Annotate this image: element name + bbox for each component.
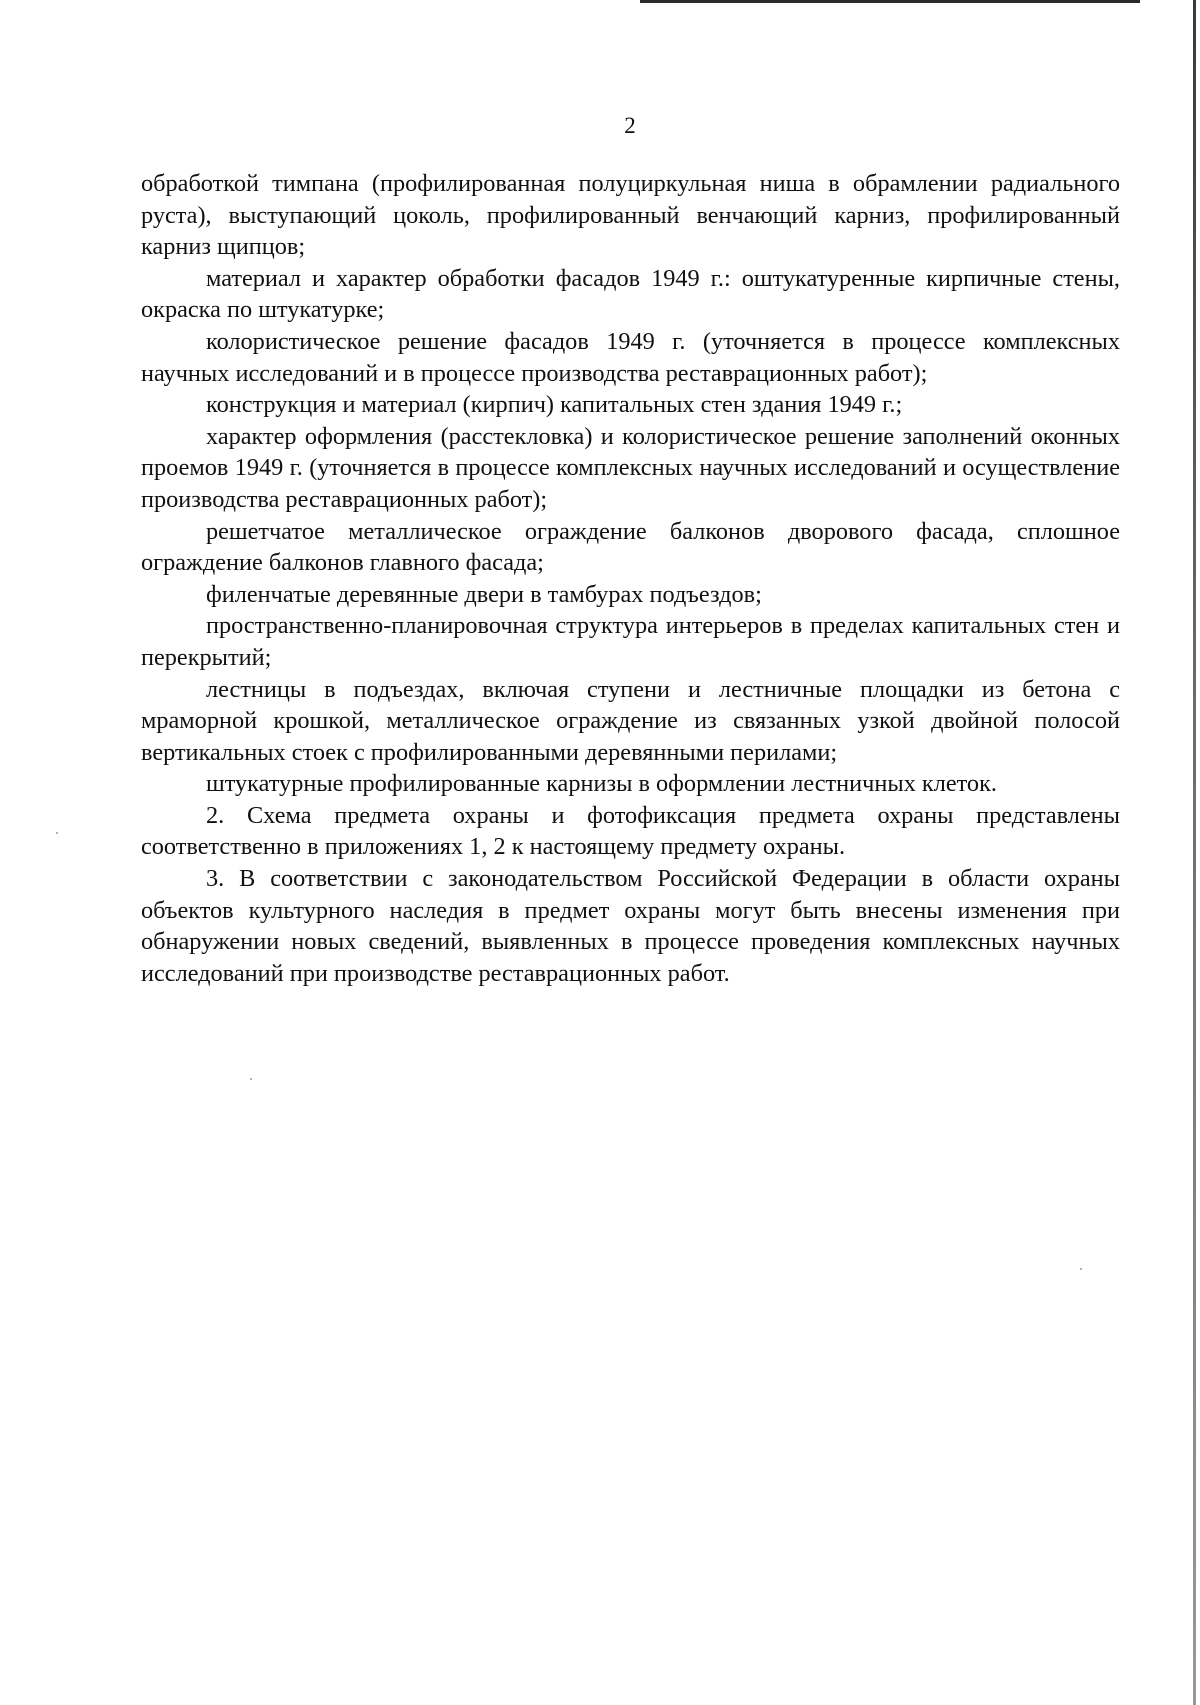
paragraph: решетчатое металлическое ограждение балконов дворового фасада, сплошное ограждение балконов главного фасада; bbox=[141, 517, 1120, 577]
scan-edge-top bbox=[640, 0, 1140, 3]
paragraph-continuation: обработкой тимпана (профилированная полуциркульная ниша в обрамлении радиального руста), выступающий цоколь, профилированный венчающий карниз, профилированный карниз щипцов; bbox=[141, 170, 1120, 261]
document-body bbox=[141, 168, 1120, 989]
scan-speck bbox=[56, 832, 58, 834]
paragraph-item-2: 2. Схема предмета охраны и фотофиксация предмета охраны представлены соответственно в приложениях 1, 2 к настоящему предмету охраны. bbox=[141, 801, 1120, 861]
paragraph: филенчатые деревянные двери в тамбурах подъездов; bbox=[206, 580, 762, 608]
paragraph-item-3: 3. В соответствии с законодательством Российской Федерации в области охраны объектов культурного наследия в предмет охраны могут быть внесены изменения при обнаружении новых сведений, выявленных в процессе проведения комплексных научных исследований при производстве реставрационных работ. bbox=[141, 865, 1120, 987]
scan-edge-right bbox=[1193, 0, 1196, 1705]
paragraph: материал и характер обработки фасадов 1949 г.: оштукатуренные кирпичные стены, окраска по штукатурке; bbox=[141, 264, 1120, 324]
paragraph: характер оформления (расстекловка) и колористическое решение заполнений оконных проемов 1949 г. (уточняется в процессе комплексных научных исследований и осуществление производства реставрационных работ); bbox=[141, 422, 1120, 513]
page-number: 2 bbox=[624, 113, 636, 138]
scan-speck bbox=[1080, 1268, 1082, 1270]
paragraph: конструкция и материал (кирпич) капитальных стен здания 1949 г.; bbox=[206, 391, 903, 419]
paragraph: штукатурные профилированные карнизы в оформлении лестничных клеток. bbox=[206, 770, 997, 798]
scan-speck bbox=[250, 1078, 252, 1080]
paragraph: лестницы в подъездах, включая ступени и лестничные площадки из бетона с мраморной крошкой, металлическое ограждение из связанных узкой двойной полосой вертикальных стоек с профилированными деревянными перилами; bbox=[141, 675, 1120, 766]
paragraph: пространственно-планировочная структура интерьеров в пределах капитальных стен и перекрытий; bbox=[141, 612, 1120, 671]
paragraph: колористическое решение фасадов 1949 г. (уточняется в процессе комплексных научных исследований и в процессе производства реставрационных работ); bbox=[141, 327, 1120, 387]
